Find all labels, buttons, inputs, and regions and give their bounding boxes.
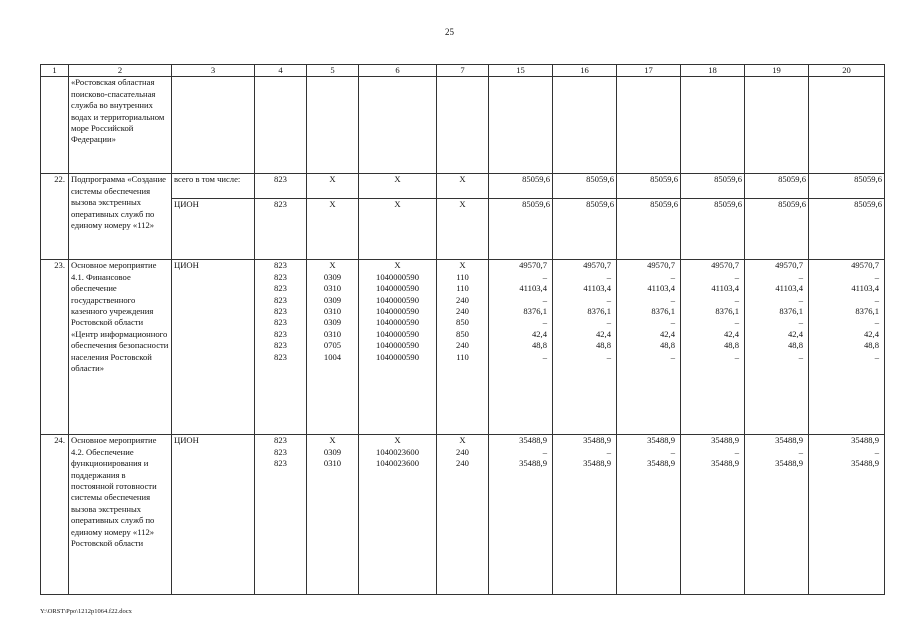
stack-line: 240 [456, 458, 469, 469]
value-stack [747, 435, 806, 469]
code-stack-cell [359, 435, 437, 595]
stack-line: 0310 [323, 458, 342, 469]
stack-line: 1040000590 [376, 328, 419, 339]
source-cell: ЦИОН [172, 260, 255, 435]
code-cell: 823 [255, 174, 307, 199]
stack-line: 41103,4 [583, 283, 611, 294]
stack-line: – [734, 317, 739, 328]
stack-line: – [606, 351, 611, 362]
stack-line: 49570,7 [851, 260, 879, 271]
measure-name-cell: Основное мероприятие 4.2. Обеспечение функционирования и поддержания в постоянной готовности системы обеспечения вызова экстренных оперативных служб по единому номеру «112» Ростовской области [69, 435, 172, 595]
empty-cell [489, 77, 553, 174]
stack-line: – [606, 271, 611, 282]
stack-line: 42,4 [659, 328, 675, 339]
row-number-cell: 22. [41, 174, 69, 260]
stack-line: 0310 [323, 305, 342, 316]
value-stack [811, 260, 882, 363]
stack-line: Х [459, 435, 466, 446]
stack-line: 240 [456, 305, 469, 316]
stack-line: 35488,9 [775, 435, 803, 446]
code-cell: Х [307, 199, 359, 260]
stack-line: 823 [274, 317, 287, 328]
stack-line: 1040023600 [376, 446, 419, 457]
stack-line: – [542, 271, 547, 282]
value-stack-cell [681, 435, 745, 595]
table-row-continuation [41, 77, 885, 174]
header-cell: 18 [681, 65, 745, 77]
stack-line: 8376,1 [779, 305, 803, 316]
stack-line: – [670, 317, 675, 328]
stack-line: – [542, 446, 547, 457]
header-cell: 16 [553, 65, 617, 77]
stack-line: – [670, 271, 675, 282]
value-cell: 85059,6 [809, 199, 885, 260]
code-stack [309, 435, 356, 469]
code-stack-cell [255, 260, 307, 435]
row-number-cell [41, 77, 69, 174]
header-cell: 15 [489, 65, 553, 77]
stack-line: 0310 [323, 328, 342, 339]
stack-line: 48,8 [787, 340, 803, 351]
source-cell: ЦИОН [172, 435, 255, 595]
code-stack-cell [255, 435, 307, 595]
stack-line: – [798, 271, 803, 282]
header-cell: 19 [745, 65, 809, 77]
value-cell: 85059,6 [617, 199, 681, 260]
value-cell: 85059,6 [553, 199, 617, 260]
value-cell: 85059,6 [745, 174, 809, 199]
stack-line: 8376,1 [651, 305, 675, 316]
stack-line: – [874, 271, 879, 282]
code-cell: Х [437, 174, 489, 199]
stack-line: 823 [274, 340, 287, 351]
stack-line: 823 [274, 260, 287, 271]
value-cell: 85059,6 [745, 199, 809, 260]
code-stack [257, 435, 304, 469]
stack-line: 35488,9 [711, 458, 739, 469]
value-stack [619, 435, 678, 469]
stack-line: 823 [274, 271, 287, 282]
measure-name-cell: Подпрограмма «Создание системы обеспечения вызова экстренных оперативных служб по единому номеру «112» [69, 174, 172, 260]
value-cell: 85059,6 [489, 199, 553, 260]
code-stack [361, 435, 434, 469]
value-cell: 85059,6 [809, 174, 885, 199]
empty-cell [745, 77, 809, 174]
code-stack-cell [437, 435, 489, 595]
header-cell: 6 [359, 65, 437, 77]
stack-line: 42,4 [595, 328, 611, 339]
stack-line: 850 [456, 328, 469, 339]
value-stack-cell [809, 435, 885, 595]
value-stack-cell [809, 260, 885, 435]
stack-line: 0309 [323, 446, 342, 457]
stack-line: 35488,9 [519, 458, 547, 469]
stack-line: 110 [456, 351, 469, 362]
stack-line: 35488,9 [851, 458, 879, 469]
footer-file-path: Y:\ORST\Ppo\1212p1064.f22.docx [40, 608, 132, 615]
value-cell: 85059,6 [681, 174, 745, 199]
stack-line: 1040000590 [376, 283, 419, 294]
stack-line: Х [394, 260, 401, 271]
stack-line: 48,8 [659, 340, 675, 351]
stack-line: 35488,9 [647, 458, 675, 469]
header-cell: 5 [307, 65, 359, 77]
stack-line: – [542, 317, 547, 328]
stack-line: – [734, 294, 739, 305]
empty-cell [172, 77, 255, 174]
code-stack-cell [307, 260, 359, 435]
stack-line: – [874, 294, 879, 305]
table-row-23 [41, 260, 885, 435]
stack-line: 823 [274, 328, 287, 339]
budget-table [40, 64, 885, 595]
value-stack-cell [617, 260, 681, 435]
table-row-24 [41, 435, 885, 595]
value-stack [747, 260, 806, 363]
value-stack-cell [745, 435, 809, 595]
stack-line: – [670, 351, 675, 362]
stack-line: 48,8 [595, 340, 611, 351]
header-row [41, 65, 885, 77]
stack-line: – [542, 351, 547, 362]
stack-line: – [798, 317, 803, 328]
stack-line: 42,4 [723, 328, 739, 339]
stack-line: – [606, 317, 611, 328]
stack-line: 8376,1 [587, 305, 611, 316]
table-row-22 [41, 174, 885, 199]
empty-cell [437, 77, 489, 174]
stack-line: 48,8 [531, 340, 547, 351]
value-stack-cell [489, 435, 553, 595]
value-stack [491, 260, 550, 363]
stack-line: 1040023600 [376, 458, 419, 469]
code-stack [257, 260, 304, 363]
stack-line: – [606, 294, 611, 305]
header-cell: 17 [617, 65, 681, 77]
stack-line: 8376,1 [715, 305, 739, 316]
empty-cell [681, 77, 745, 174]
value-stack [683, 435, 742, 469]
stack-line: – [734, 271, 739, 282]
stack-line: Х [329, 260, 336, 271]
source-cell: ЦИОН [172, 199, 255, 260]
header-cell: 4 [255, 65, 307, 77]
code-cell: 823 [255, 199, 307, 260]
stack-line: 240 [456, 294, 469, 305]
stack-line: – [874, 446, 879, 457]
value-stack [491, 435, 550, 469]
stack-line: 41103,4 [647, 283, 675, 294]
measure-name-cell: Основное мероприятие 4.1. Финансовое обеспечение государственного казенного учреждения Ростовской области «Центр информационного обеспечения безопасности населения Ростовской области» [69, 260, 172, 435]
value-stack-cell [617, 435, 681, 595]
stack-line: 35488,9 [711, 435, 739, 446]
stack-line: 41103,4 [775, 283, 803, 294]
stack-line: 823 [274, 294, 287, 305]
stack-line: 49570,7 [519, 260, 547, 271]
stack-line: 49570,7 [583, 260, 611, 271]
code-stack-cell [307, 435, 359, 595]
value-stack [811, 435, 882, 469]
page-number: 25 [445, 27, 454, 37]
empty-cell [553, 77, 617, 174]
stack-line: 42,4 [787, 328, 803, 339]
stack-line: – [670, 446, 675, 457]
stack-line: 0310 [323, 283, 342, 294]
stack-line: 823 [274, 446, 287, 457]
code-stack [439, 435, 486, 469]
value-stack [555, 260, 614, 363]
value-stack-cell [745, 260, 809, 435]
stack-line: 823 [274, 435, 287, 446]
stack-line: 41103,4 [711, 283, 739, 294]
value-cell: 85059,6 [553, 174, 617, 199]
stack-line: 823 [274, 458, 287, 469]
stack-line: 1004 [323, 351, 342, 362]
stack-line: 1040000590 [376, 317, 419, 328]
stack-line: 49570,7 [775, 260, 803, 271]
code-cell: Х [307, 174, 359, 199]
value-stack [555, 435, 614, 469]
empty-cell [307, 77, 359, 174]
empty-cell [359, 77, 437, 174]
stack-line: – [798, 294, 803, 305]
stack-line: Х [459, 260, 466, 271]
stack-line: – [798, 446, 803, 457]
header-cell: 3 [172, 65, 255, 77]
code-stack [361, 260, 434, 363]
stack-line: 42,4 [531, 328, 547, 339]
empty-cell [617, 77, 681, 174]
stack-line: 1040000590 [376, 294, 419, 305]
stack-line: 110 [456, 271, 469, 282]
stack-line: – [874, 317, 879, 328]
stack-line: 823 [274, 283, 287, 294]
stack-line: 0309 [323, 294, 342, 305]
stack-line: – [670, 294, 675, 305]
stack-line: 35488,9 [775, 458, 803, 469]
header-cell: 1 [41, 65, 69, 77]
stack-line: Х [329, 435, 336, 446]
stack-line: 850 [456, 317, 469, 328]
value-stack [619, 260, 678, 363]
stack-line: 48,8 [723, 340, 739, 351]
code-stack [309, 260, 356, 363]
stack-line: – [734, 446, 739, 457]
value-stack-cell [553, 260, 617, 435]
code-cell: Х [359, 174, 437, 199]
code-cell: Х [359, 199, 437, 260]
stack-line: – [874, 351, 879, 362]
code-stack-cell [359, 260, 437, 435]
stack-line: 35488,9 [851, 435, 879, 446]
stack-line: 823 [274, 305, 287, 316]
header-cell: 7 [437, 65, 489, 77]
stack-line: 110 [456, 283, 469, 294]
source-cell: всего в том числе: [172, 174, 255, 199]
stack-line: 0705 [323, 340, 342, 351]
stack-line: 1040000590 [376, 271, 419, 282]
stack-line: 41103,4 [519, 283, 547, 294]
stack-line: – [734, 351, 739, 362]
stack-line: 1040000590 [376, 340, 419, 351]
stack-line: 35488,9 [647, 435, 675, 446]
value-stack-cell [681, 260, 745, 435]
row-number-cell: 23. [41, 260, 69, 435]
stack-line: 1040000590 [376, 351, 419, 362]
stack-line: – [542, 294, 547, 305]
stack-line: – [606, 446, 611, 457]
stack-line: 8376,1 [855, 305, 879, 316]
value-stack-cell [489, 260, 553, 435]
measure-name-cell: «Ростовская областная поисково-спасательная служба во внутренних водах и территориальном море Российской Федерации» [69, 77, 172, 174]
value-stack-cell [553, 435, 617, 595]
code-cell: Х [437, 199, 489, 260]
empty-cell [809, 77, 885, 174]
stack-line: 42,4 [863, 328, 879, 339]
value-stack [683, 260, 742, 363]
stack-line: Х [394, 435, 401, 446]
stack-line: 240 [456, 340, 469, 351]
stack-line: 0309 [323, 271, 342, 282]
value-cell: 85059,6 [617, 174, 681, 199]
value-cell: 85059,6 [489, 174, 553, 199]
row-number-cell: 24. [41, 435, 69, 595]
stack-line: 0309 [323, 317, 342, 328]
stack-line: 240 [456, 446, 469, 457]
empty-cell [255, 77, 307, 174]
stack-line: 1040000590 [376, 305, 419, 316]
code-stack-cell [437, 260, 489, 435]
stack-line: 35488,9 [583, 435, 611, 446]
stack-line: 48,8 [863, 340, 879, 351]
stack-line: 35488,9 [519, 435, 547, 446]
header-cell: 2 [69, 65, 172, 77]
stack-line: 823 [274, 351, 287, 362]
value-cell: 85059,6 [681, 199, 745, 260]
stack-line: 41103,4 [851, 283, 879, 294]
stack-line: 8376,1 [523, 305, 547, 316]
stack-line: 49570,7 [647, 260, 675, 271]
stack-line: – [798, 351, 803, 362]
header-cell: 20 [809, 65, 885, 77]
stack-line: 35488,9 [583, 458, 611, 469]
stack-line: 49570,7 [711, 260, 739, 271]
code-stack [439, 260, 486, 363]
